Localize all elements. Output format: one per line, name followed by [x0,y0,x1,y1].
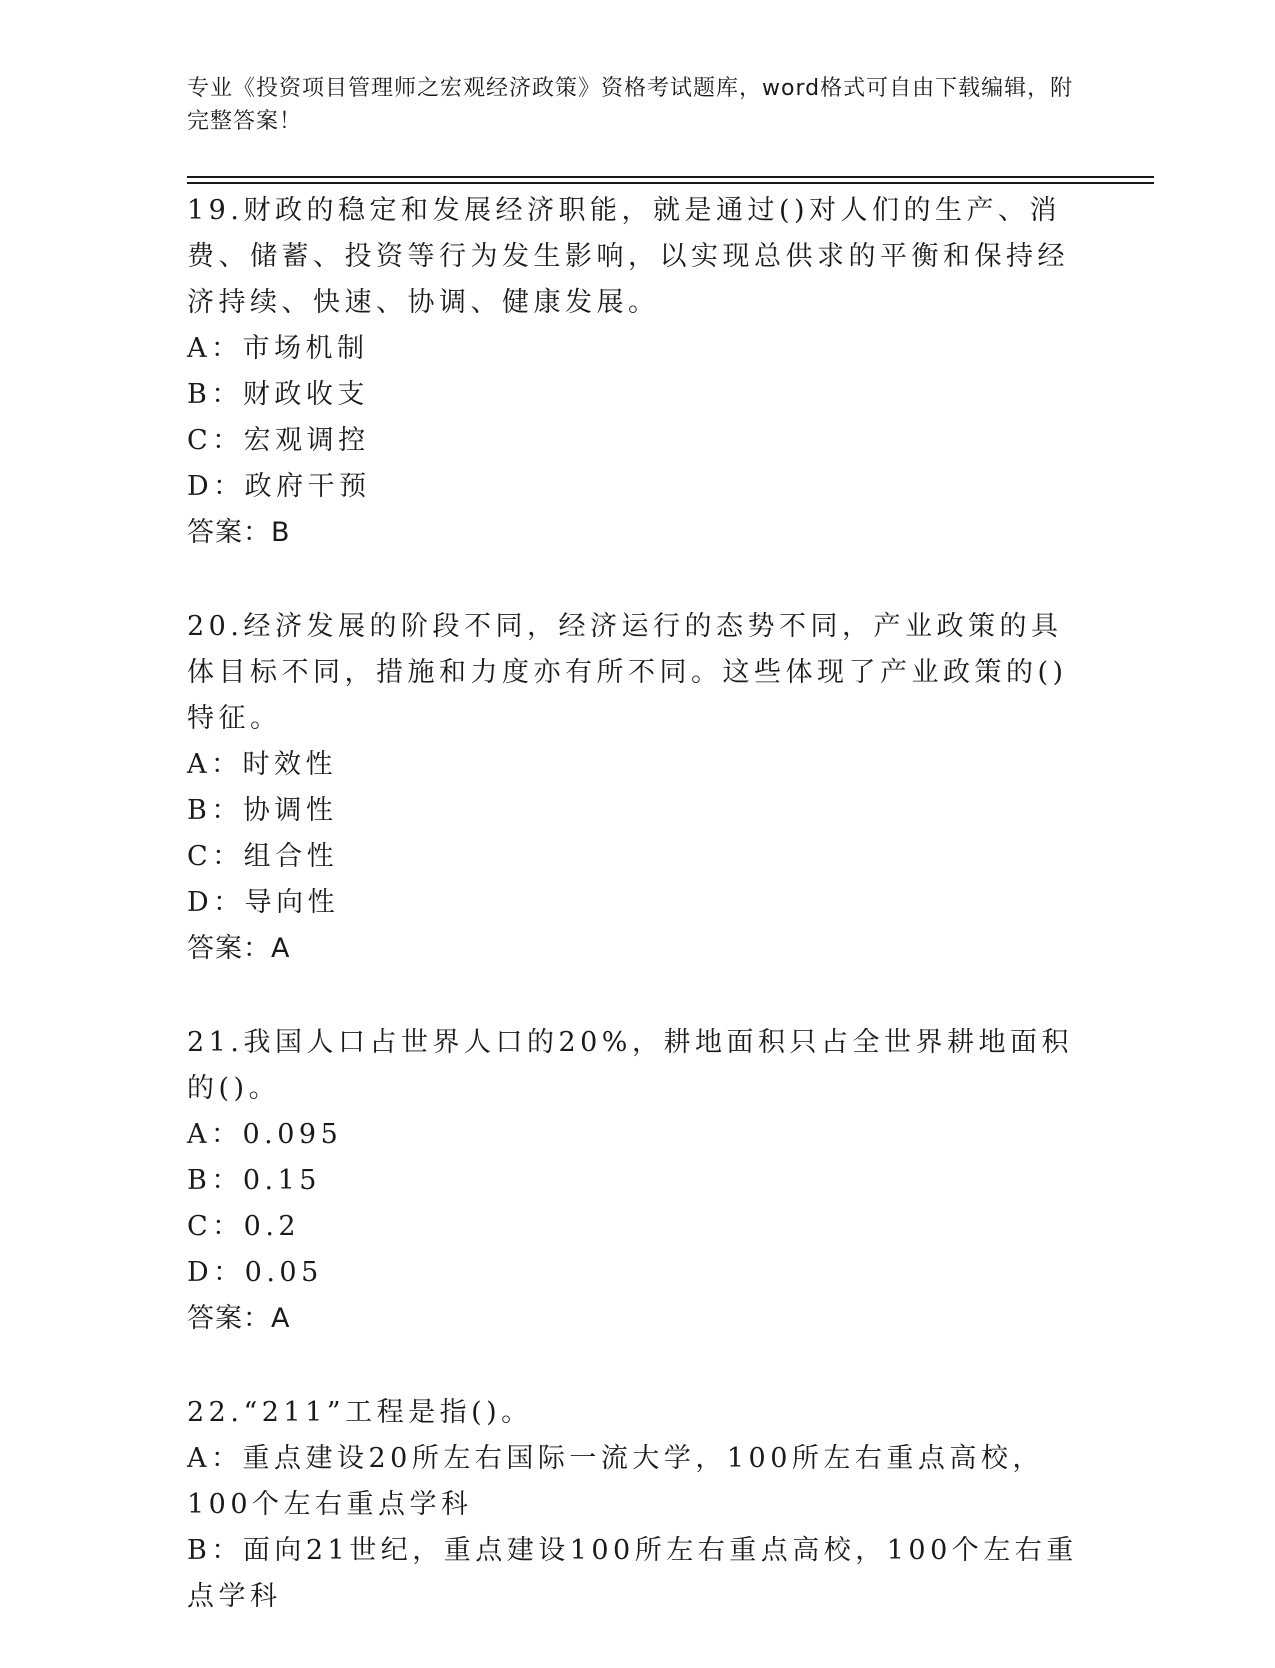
question-20 [187,604,1087,972]
option-c: C：0.2 [187,1211,301,1242]
question-stem: 22.“211”工程是指()。 [187,1397,533,1428]
option-b: B：财政收支 [187,379,369,410]
option-a: A：时效性 [187,749,337,780]
document-header: 专业《投资项目管理师之宏观经济政策》资格考试题库，word格式可自由下载编辑，附完整答案！ [187,76,1074,134]
question-stem: 19.财政的稳定和发展经济职能，就是通过()对人们的生产、消费、储蓄、投资等行为发生影响，以实现总供求的平衡和保持经济持续、快速、协调、健康发展。 [187,195,1069,318]
option-a: A：0.095 [187,1119,343,1150]
option-c: C：组合性 [187,841,339,872]
question-19 [187,188,1087,556]
option-d: D：0.05 [187,1257,323,1288]
question-stem: 21.我国人口占世界人口的20%，耕地面积只占全世界耕地面积的()。 [187,1027,1073,1104]
question-list [187,188,1087,1668]
header-divider-bottom [187,182,1154,184]
question-21 [187,1020,1087,1342]
answer: 答案：A [187,933,291,964]
option-b: B：0.15 [187,1165,321,1196]
answer: 答案：A [187,1303,291,1334]
option-a: A：市场机制 [187,333,369,364]
option-d: D：政府干预 [187,471,371,502]
option-a: A：重点建设20所左右国际一流大学，100所左右重点高校，100个左右重点学科 [187,1443,1044,1520]
option-d: D：导向性 [187,887,340,918]
option-b: B：协调性 [187,795,338,826]
option-c: C：宏观调控 [187,425,370,456]
option-b: B：面向21世纪，重点建设100所左右重点高校，100个左右重点学科 [187,1535,1078,1612]
question-stem: 20.经济发展的阶段不同，经济运行的态势不同，产业政策的具体目标不同，措施和力度亦有所不同。这些体现了产业政策的()特征。 [187,611,1068,734]
answer: 答案：B [187,517,291,548]
question-22 [187,1390,1087,1620]
header-divider-top [187,176,1154,178]
